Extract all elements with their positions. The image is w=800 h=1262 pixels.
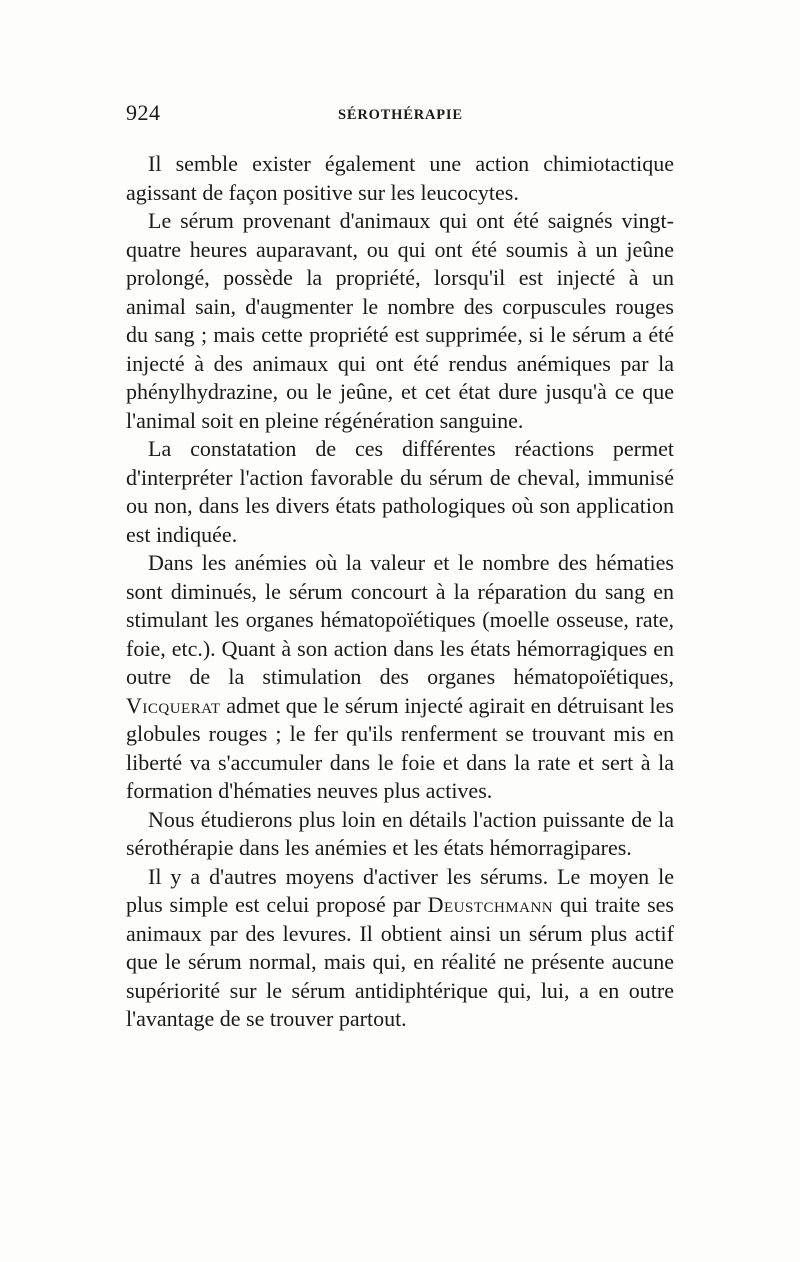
page-number: 924 — [126, 100, 161, 125]
author-name: Vicquerat — [126, 692, 221, 718]
paragraph-text: Le sérum provenant d'animaux qui ont été saignés vingt-quatre heures auparavant, ou qui ont été soumis à un jeûne prolongé, possède la propriété, lorsqu'il est injecté à un animal sain, d'augmenter le nombre des corpuscules rouges du sang ; mais cette propriété est supprimée, si le sérum a été injecté à des animaux qui ont été rendus anémiques par la phénylhydrazine, ou le jeûne, et cet état dure jusqu'à ce que l'animal soit en pleine régénération sanguine. — [126, 208, 674, 433]
paragraph-text: Il y a d'autres moyens d'activer les sérums. Le moyen le plus simple est celui proposé par — [126, 863, 674, 917]
paragraph-text: Il semble exister également une action chimiotactique agissant de façon positive sur les leucocytes. — [126, 151, 674, 205]
paragraph-text: Dans les anémies où la valeur et le nombre des hématies sont diminués, le sérum concourt à la réparation du sang en stimulant les organes hématopoïétiques (moelle osseuse, rate, foie, etc.). Quant à son action dans les états hémorragiques en outre de la stimulation des organes hématopoïétiques, — [126, 550, 674, 689]
body-text — [126, 150, 674, 1034]
paragraph — [126, 435, 674, 549]
paragraph — [126, 207, 674, 435]
paragraph — [126, 549, 674, 806]
paragraph-text: qui traite ses animaux par des levures. Il obtient ainsi un sérum plus actif que le sérum normal, mais qui, en réalité ne présente aucune supériorité sur le sérum antidiphtérique qui, lui, a en outre l'avantage de se trouver partout. — [126, 892, 674, 1031]
paragraph — [126, 150, 674, 207]
running-title: SÉROTHÉRAPIE — [338, 107, 463, 123]
paragraph-text: Nous étudierons plus loin en détails l'action puissante de la sérothérapie dans les anémies et les états hémorragipares. — [126, 806, 674, 860]
page-header — [126, 100, 674, 134]
paragraph — [126, 863, 674, 1034]
paragraph — [126, 806, 674, 863]
paragraph-text: admet que le sérum injecté agirait en détruisant les globules rouges ; le fer qu'ils renferment se trouvant mis en liberté va s'accumuler dans le foie et dans la rate et sert à la formation d'hématies neuves plus actives. — [126, 692, 674, 803]
paragraph-text: La constatation de ces différentes réactions permet d'interpréter l'action favorable du sérum de cheval, immunisé ou non, dans les divers états pathologiques où son application est indiquée. — [126, 436, 674, 547]
author-name: Deustchmann — [427, 892, 554, 917]
